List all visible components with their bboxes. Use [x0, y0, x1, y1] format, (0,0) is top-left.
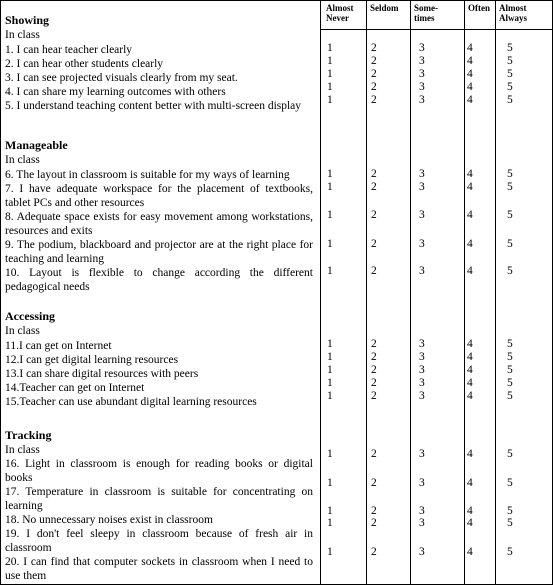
question-text: 16. Light in classroom is enough for reading books or digital books — [5, 458, 313, 485]
scale-option: 1 — [327, 364, 333, 376]
question-text: 8. Adequate space exists for easy movement among workstations, resources and exits — [5, 211, 313, 238]
scale-option: 2 — [371, 338, 377, 350]
scale-option: 2 — [371, 390, 377, 402]
scale-option: 5 — [507, 364, 513, 376]
scale-option: 3 — [419, 505, 425, 517]
column-header-line: Often — [468, 3, 490, 13]
column-divider — [464, 1, 465, 584]
scale-option: 1 — [327, 81, 333, 93]
scale-option: 5 — [507, 238, 513, 250]
scale-option: 3 — [419, 265, 425, 277]
scale-option: 4 — [467, 265, 473, 277]
scale-option: 2 — [371, 42, 377, 54]
scale-option: 5 — [507, 390, 513, 402]
scale-option: 2 — [371, 546, 377, 558]
scale-option: 4 — [467, 81, 473, 93]
column-header-line: Always — [499, 13, 528, 23]
column-divider — [495, 1, 496, 584]
scale-option: 2 — [371, 517, 377, 529]
scale-option: 1 — [327, 477, 333, 489]
scale-option: 4 — [467, 338, 473, 350]
scale-option: 5 — [507, 351, 513, 363]
scale-option: 3 — [419, 55, 425, 67]
scale-option: 3 — [419, 377, 425, 389]
scale-option: 5 — [507, 42, 513, 54]
scale-option: 1 — [327, 448, 333, 460]
scale-option: 1 — [327, 505, 333, 517]
scale-option: 4 — [467, 55, 473, 67]
scale-option: 3 — [419, 477, 425, 489]
scale-option: 1 — [327, 338, 333, 350]
column-header-line: Never — [326, 13, 349, 23]
scale-option: 3 — [419, 238, 425, 250]
scale-option: 3 — [419, 94, 425, 106]
scale-option: 2 — [371, 477, 377, 489]
column-divider — [366, 1, 367, 584]
scale-option: 3 — [419, 68, 425, 80]
question-text: 19. I don't feel sleepy in classroom because of fresh air in classroom — [5, 528, 313, 555]
scale-option: 2 — [371, 351, 377, 363]
question-text: 18. No unnecessary noises exist in classroom — [5, 514, 213, 526]
scale-option: 4 — [467, 168, 473, 180]
section-title: Showing — [5, 13, 50, 27]
section-subtitle: In class — [5, 29, 40, 41]
scale-option: 2 — [371, 448, 377, 460]
question-text: 13.I can share digital resources with peers — [5, 368, 199, 380]
scale-option: 1 — [327, 55, 333, 67]
scale-option: 5 — [507, 181, 513, 193]
scale-option: 2 — [371, 94, 377, 106]
scale-option: 4 — [467, 209, 473, 221]
scale-option: 1 — [327, 390, 333, 402]
scale-option: 2 — [371, 364, 377, 376]
scale-option: 4 — [467, 238, 473, 250]
scale-option: 5 — [507, 168, 513, 180]
section-subtitle: In class — [5, 444, 40, 456]
scale-option: 3 — [419, 338, 425, 350]
column-header-line: times — [414, 13, 435, 23]
column-header — [499, 3, 527, 23]
scale-option: 5 — [507, 517, 513, 529]
scale-option: 3 — [419, 546, 425, 558]
scale-option: 5 — [507, 265, 513, 277]
scale-option: 2 — [371, 55, 377, 67]
section-title: Accessing — [5, 309, 55, 323]
scale-option: 5 — [507, 448, 513, 460]
scale-option: 2 — [371, 168, 377, 180]
question-text: 14.Teacher can get on Internet — [5, 382, 145, 394]
question-text: 12.I can get digital learning resources — [5, 354, 179, 366]
scale-option: 3 — [419, 168, 425, 180]
scale-option: 4 — [467, 390, 473, 402]
section-subtitle: In class — [5, 325, 40, 337]
scale-option: 1 — [327, 68, 333, 80]
scale-option: 3 — [419, 351, 425, 363]
column-header-line: Almost — [326, 3, 354, 13]
scale-option: 2 — [371, 68, 377, 80]
scale-option: 3 — [419, 448, 425, 460]
column-header — [370, 3, 399, 13]
scale-option: 3 — [419, 181, 425, 193]
scale-option: 1 — [327, 351, 333, 363]
question-text: 20. I can find that computer sockets in classroom when I need to use them — [5, 556, 313, 583]
scale-option: 2 — [371, 505, 377, 517]
question-text: 15.Teacher can use abundant digital learning resources — [5, 396, 257, 408]
scale-option: 2 — [371, 81, 377, 93]
scale-option: 1 — [327, 209, 333, 221]
question-text: 2. I can hear other students clearly — [5, 58, 164, 70]
scale-option: 1 — [327, 265, 333, 277]
question-text: 3. I can see projected visuals clearly from my seat. — [5, 72, 238, 84]
scale-option: 5 — [507, 81, 513, 93]
column-header — [468, 3, 490, 13]
scale-option: 1 — [327, 42, 333, 54]
scale-option: 5 — [507, 477, 513, 489]
scale-option: 4 — [467, 364, 473, 376]
question-text: 10. Layout is flexible to change according the different pedagogical needs — [5, 267, 313, 294]
scale-option: 4 — [467, 546, 473, 558]
scale-option: 4 — [467, 448, 473, 460]
scale-option: 3 — [419, 390, 425, 402]
scale-option: 4 — [467, 505, 473, 517]
column-header-line: Almost — [499, 3, 527, 13]
scale-option: 3 — [419, 364, 425, 376]
scale-option: 1 — [327, 377, 333, 389]
scale-option: 1 — [327, 238, 333, 250]
scale-option: 1 — [327, 181, 333, 193]
scale-option: 2 — [371, 265, 377, 277]
question-text: 7. I have adequate workspace for the placement of textbooks, tablet PCs and other resources — [5, 183, 313, 210]
question-text: 1. I can hear teacher clearly — [5, 44, 133, 56]
scale-option: 4 — [467, 351, 473, 363]
scale-option: 3 — [419, 42, 425, 54]
scale-option: 2 — [371, 377, 377, 389]
scale-option: 4 — [467, 68, 473, 80]
header-divider — [321, 29, 552, 30]
section-title: Manageable — [5, 138, 68, 152]
scale-option: 5 — [507, 377, 513, 389]
scale-option: 5 — [507, 209, 513, 221]
scale-option: 4 — [467, 42, 473, 54]
column-header-line: Some- — [414, 3, 438, 13]
section-title: Tracking — [5, 428, 52, 442]
question-text: 11.I can get on Internet — [5, 340, 112, 352]
section-subtitle: In class — [5, 154, 40, 166]
scale-option: 3 — [419, 209, 425, 221]
scale-option: 5 — [507, 68, 513, 80]
column-header-line: Seldom — [370, 3, 399, 13]
question-text: 17. Temperature in classroom is suitable for concentrating on learning — [5, 486, 313, 513]
scale-option: 5 — [507, 55, 513, 67]
scale-option: 4 — [467, 517, 473, 529]
column-divider — [410, 1, 411, 584]
question-text: 9. The podium, blackboard and projector are at the right place for teaching and learning — [5, 239, 313, 266]
scale-option: 1 — [327, 517, 333, 529]
scale-option: 5 — [507, 94, 513, 106]
scale-option: 5 — [507, 546, 513, 558]
scale-option: 2 — [371, 238, 377, 250]
column-divider — [320, 1, 321, 584]
scale-option: 1 — [327, 168, 333, 180]
scale-option: 1 — [327, 94, 333, 106]
scale-option: 4 — [467, 477, 473, 489]
column-header — [326, 3, 354, 23]
scale-option: 2 — [371, 181, 377, 193]
scale-option: 1 — [327, 546, 333, 558]
scale-option: 3 — [419, 81, 425, 93]
scale-option: 3 — [419, 517, 425, 529]
scale-option: 5 — [507, 505, 513, 517]
scale-option: 4 — [467, 377, 473, 389]
question-text: 5. I understand teaching content better with multi-screen display — [5, 100, 302, 112]
scale-option: 5 — [507, 338, 513, 350]
scale-option: 4 — [467, 181, 473, 193]
question-text: 6. The layout in classroom is suitable for my ways of learning — [5, 169, 290, 181]
scale-option: 2 — [371, 209, 377, 221]
column-header — [414, 3, 438, 23]
scale-option: 4 — [467, 94, 473, 106]
question-text: 4. I can share my learning outcomes with others — [5, 86, 226, 98]
